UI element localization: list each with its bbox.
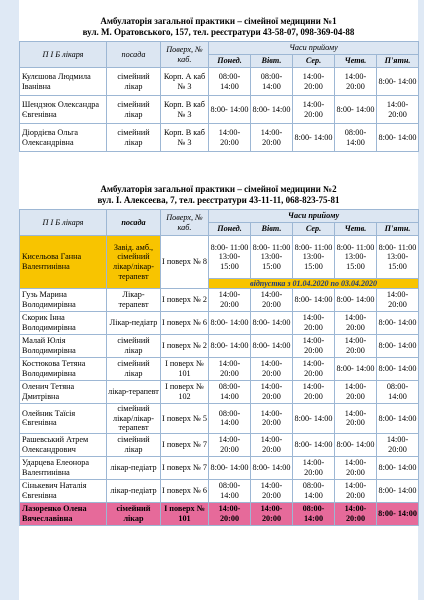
schedule-cell: 14:00- 20:00 xyxy=(209,124,251,152)
schedule-cell: 14:00- 20:00 xyxy=(251,479,293,502)
schedule-cell: 8:00- 14:00 xyxy=(377,124,419,152)
vacation-notice: відпустка з 01.04.2020 по 03.04.2020 xyxy=(209,279,419,289)
doctor-floor: І поверх № 6 xyxy=(161,312,209,335)
clinic2-title: Амбулаторія загальної практики – сімейної медицини №2 xyxy=(100,184,337,194)
col-hours-header: Часи прийому xyxy=(209,210,419,223)
doctor-floor: І поверх № 7 xyxy=(161,456,209,479)
schedule-cell: 8:00- 14:00 xyxy=(335,289,377,312)
schedule-cell: 08:00- 14:00 xyxy=(335,124,377,152)
doctor-floor: І поверх № 7 xyxy=(161,433,209,456)
doctor-row xyxy=(20,358,419,381)
doctor-floor: І поверх № 6 xyxy=(161,479,209,502)
col-position-header: посада xyxy=(107,210,161,236)
schedule-cell: 8:00- 14:00 xyxy=(377,456,419,479)
schedule-cell: 08:00- 14:00 xyxy=(377,381,419,404)
schedule-cell: 14:00- 20:00 xyxy=(251,381,293,404)
doctor-name: Діордієва Ольга Олександрівна xyxy=(20,124,107,152)
doctor-row xyxy=(20,433,419,456)
schedule-cell: 8:00- 14:00 xyxy=(377,404,419,434)
doctor-position: сімейний лікар xyxy=(107,502,161,525)
day-header: Понед. xyxy=(209,223,251,236)
schedule-cell: 08:00- 14:00 xyxy=(209,68,251,96)
clinic2-address: вул. І. Алексеєва, 7, тел. реєстратури 43-11-11, 068-823-75-81 xyxy=(97,195,340,205)
schedule-cell: 8:00- 14:00 xyxy=(251,312,293,335)
schedule-cell: 14:00- 20:00 xyxy=(251,404,293,434)
doctor-name: Гузь Марина Володимирівна xyxy=(20,289,107,312)
day-header: Вівт. xyxy=(251,223,293,236)
doctor-position: Лікар-терапевт xyxy=(107,289,161,312)
day-header: Сер. xyxy=(293,55,335,68)
doctor-floor: І поверх № 101 xyxy=(161,358,209,381)
schedule-cell: 8:00- 14:00 xyxy=(335,358,377,381)
clinic1-schedule-table xyxy=(19,41,419,152)
schedule-cell: 14:00- 20:00 xyxy=(335,456,377,479)
doctor-floor: І поверх № 5 xyxy=(161,404,209,434)
schedule-cell: 8:00- 14:00 xyxy=(209,96,251,124)
schedule-cell: 14:00- 20:00 xyxy=(377,289,419,312)
schedule-cell: 14:00- 20:00 xyxy=(209,502,251,525)
schedule-cell: 14:00- 20:00 xyxy=(335,381,377,404)
schedule-cell: 8:00- 14:00 xyxy=(251,456,293,479)
doctor-position: сімейний лікар xyxy=(107,335,161,358)
doctor-row xyxy=(20,335,419,358)
head-doctor-position: Завід. амб., сімейний лікар/лікар-терапевт xyxy=(107,236,161,289)
schedule-cell: 14:00- 20:00 xyxy=(377,96,419,124)
doctor-position: лікар-терапевт xyxy=(107,381,161,404)
schedule-cell: 08:00- 14:00 xyxy=(293,502,335,525)
day-header: П'ятн. xyxy=(377,223,419,236)
schedule-cell: 14:00- 20:00 xyxy=(209,289,251,312)
schedule-cell: 8:00- 11:00 13:00- 15:00 xyxy=(377,236,419,279)
col-name-header: П І Б лікаря xyxy=(20,210,107,236)
schedule-cell: 8:00- 11:00 13:00- 15:00 xyxy=(335,236,377,279)
day-header: Четв. xyxy=(335,55,377,68)
schedule-cell: 8:00- 14:00 xyxy=(335,96,377,124)
doctor-floor: Корп. В каб № 3 xyxy=(161,124,209,152)
schedule-cell: 8:00- 14:00 xyxy=(209,456,251,479)
doctor-name: Сінькевич Наталія Євгенівна xyxy=(20,479,107,502)
doctor-position: сімейний лікар/лікар-терапевт xyxy=(107,404,161,434)
doctor-position: Лікар-педіатр xyxy=(107,312,161,335)
doctor-row xyxy=(20,404,419,434)
schedule-cell: 14:00- 20:00 xyxy=(335,312,377,335)
schedule-cell: 08:00- 14:00 xyxy=(209,381,251,404)
clinic1-address: вул. М. Оратовського, 157, тел. реєстратури 43-58-07, 098-369-04-88 xyxy=(82,27,355,37)
doctor-row xyxy=(20,502,419,525)
schedule-cell: 8:00- 14:00 xyxy=(251,335,293,358)
schedule-cell: 14:00- 20:00 xyxy=(293,335,335,358)
schedule-cell: 8:00- 14:00 xyxy=(293,289,335,312)
doctor-floor: І поверх № 101 xyxy=(161,502,209,525)
doctor-position: сімейний лікар xyxy=(107,358,161,381)
schedule-cell: 14:00- 20:00 xyxy=(293,381,335,404)
schedule-cell: 8:00- 14:00 xyxy=(293,404,335,434)
left-panel xyxy=(0,0,19,600)
doctor-row xyxy=(20,479,419,502)
doctor-row xyxy=(20,456,419,479)
doctor-position: сімейний лікар xyxy=(107,124,161,152)
head-doctor-name: Кисельова Ганна Валентинівна xyxy=(20,236,107,289)
schedule-cell: 8:00- 14:00 xyxy=(251,96,293,124)
schedule-cell: 14:00- 20:00 xyxy=(293,358,335,381)
schedule-cell: 14:00- 20:00 xyxy=(251,433,293,456)
schedule-cell: 8:00- 14:00 xyxy=(335,433,377,456)
document-page xyxy=(19,0,418,600)
doctor-floor: Корп. А каб № 3 xyxy=(161,68,209,96)
head-doctor-floor: І поверх № 8 xyxy=(161,236,209,289)
day-header: Понед. xyxy=(209,55,251,68)
doctor-name: Скорик Інна Володимирівна xyxy=(20,312,107,335)
schedule-cell: 08:00- 14:00 xyxy=(209,479,251,502)
doctor-name: Ударцева Елеонора Валентинівна xyxy=(20,456,107,479)
doctor-name: Шендзюк Олександра Євгенівна xyxy=(20,96,107,124)
schedule-cell: 8:00- 14:00 xyxy=(293,433,335,456)
doctor-row xyxy=(20,312,419,335)
day-header: Вівт. xyxy=(251,55,293,68)
doctor-floor: Корп. В каб № 3 xyxy=(161,96,209,124)
schedule-cell: 8:00- 14:00 xyxy=(377,479,419,502)
doctor-name: Рашевський Атрем Олександрович xyxy=(20,433,107,456)
col-floor-header: Поверх, № каб. xyxy=(161,210,209,236)
doctor-row xyxy=(20,289,419,312)
schedule-cell: 14:00- 20:00 xyxy=(251,289,293,312)
col-hours-header: Часи прийому xyxy=(209,42,419,55)
doctor-floor: І поверх № 102 xyxy=(161,381,209,404)
schedule-cell: 14:00- 20:00 xyxy=(251,502,293,525)
schedule-cell: 8:00- 14:00 xyxy=(293,124,335,152)
schedule-cell: 8:00- 14:00 xyxy=(377,358,419,381)
schedule-cell: 8:00- 14:00 xyxy=(377,68,419,96)
schedule-cell: 8:00- 11:00 13:00- 15:00 xyxy=(251,236,293,279)
schedule-cell: 14:00- 20:00 xyxy=(209,433,251,456)
doctor-name: Лазоренко Олена Вячеславівна xyxy=(20,502,107,525)
schedule-cell: 8:00- 14:00 xyxy=(377,502,419,525)
doctor-name: Кулєшова Людмила Іванівна xyxy=(20,68,107,96)
doctor-row xyxy=(20,124,419,152)
col-position-header: посада xyxy=(107,42,161,68)
day-header: П'ятн. xyxy=(377,55,419,68)
clinic2-schedule-table xyxy=(19,209,419,526)
schedule-cell: 14:00- 20:00 xyxy=(293,456,335,479)
schedule-cell: 08:00- 14:00 xyxy=(293,479,335,502)
schedule-cell: 14:00- 20:00 xyxy=(251,124,293,152)
schedule-cell: 14:00- 20:00 xyxy=(251,358,293,381)
doctor-floor: І поверх № 2 xyxy=(161,335,209,358)
schedule-cell: 14:00- 20:00 xyxy=(377,433,419,456)
doctor-position: сімейний лікар xyxy=(107,68,161,96)
schedule-cell: 8:00- 11:00 13:00- 15:00 xyxy=(209,236,251,279)
schedule-cell: 8:00- 14:00 xyxy=(377,312,419,335)
schedule-cell: 8:00- 14:00 xyxy=(209,312,251,335)
schedule-cell: 14:00- 20:00 xyxy=(335,68,377,96)
schedule-cell: 08:00- 14:00 xyxy=(209,404,251,434)
day-header: Сер. xyxy=(293,223,335,236)
clinic1-title: Амбулаторія загальної практики – сімейної медицини №1 xyxy=(100,16,337,26)
doctor-name: Оленич Тетяна Дмитрівна xyxy=(20,381,107,404)
doctor-position: сімейний лікар xyxy=(107,433,161,456)
day-header: Четв. xyxy=(335,223,377,236)
schedule-cell: 8:00- 14:00 xyxy=(209,335,251,358)
doctor-floor: І поверх № 2 xyxy=(161,289,209,312)
doctor-row xyxy=(20,68,419,96)
doctor-row xyxy=(20,96,419,124)
schedule-cell: 14:00- 20:00 xyxy=(335,404,377,434)
schedule-cell: 14:00- 20:00 xyxy=(293,312,335,335)
schedule-cell: 08:00- 14:00 xyxy=(251,68,293,96)
schedule-cell: 14:00- 20:00 xyxy=(293,96,335,124)
schedule-cell: 14:00- 20:00 xyxy=(335,335,377,358)
doctor-position: лікар-педіатр xyxy=(107,479,161,502)
schedule-cell: 8:00- 14:00 xyxy=(377,335,419,358)
schedule-cell: 14:00- 20:00 xyxy=(209,358,251,381)
col-floor-header: Поверх, № каб. xyxy=(161,42,209,68)
doctor-position: сімейний лікар xyxy=(107,96,161,124)
doctor-position: лікар-педіатр xyxy=(107,456,161,479)
doctor-name: Костюкова Тетяна Володимирівна xyxy=(20,358,107,381)
schedule-cell: 14:00- 20:00 xyxy=(335,502,377,525)
doctor-name: Малай Юлія Володимирівна xyxy=(20,335,107,358)
schedule-cell: 14:00- 20:00 xyxy=(293,68,335,96)
doctor-name: Олейник Таїсія Євгенівна xyxy=(20,404,107,434)
schedule-cell: 14:00- 20:00 xyxy=(335,479,377,502)
doctor-row xyxy=(20,381,419,404)
col-name-header: П І Б лікаря xyxy=(20,42,107,68)
schedule-cell: 8:00- 11:00 13:00- 15:00 xyxy=(293,236,335,279)
